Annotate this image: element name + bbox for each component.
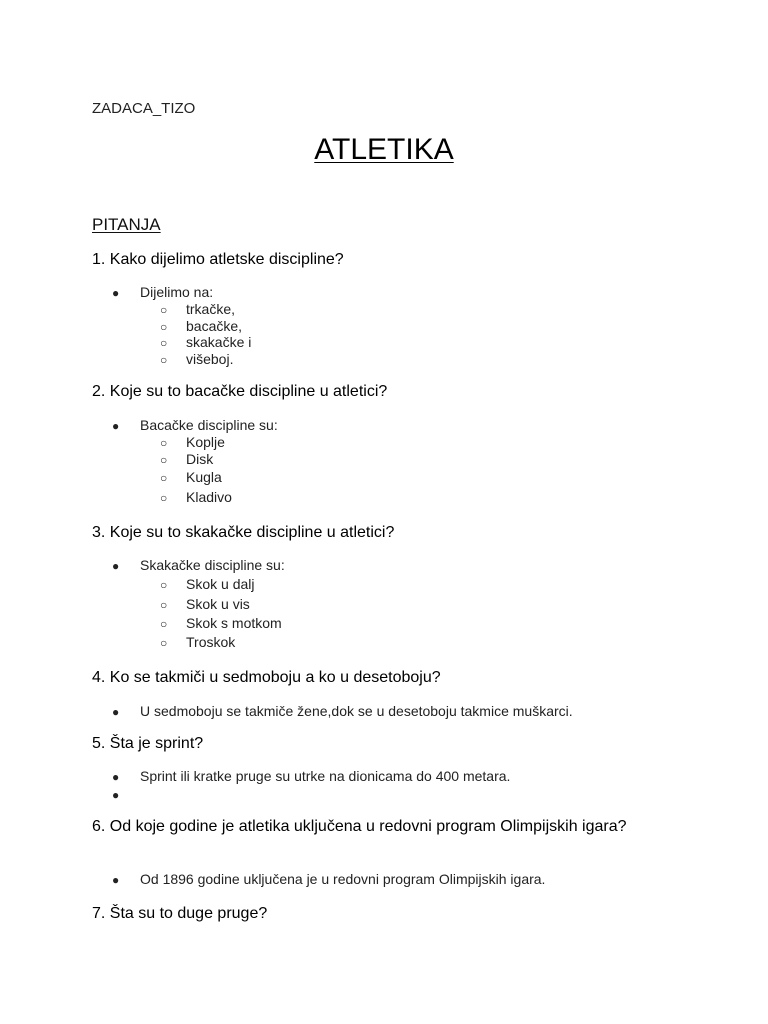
sub-list-item	[160, 334, 251, 350]
bullet-icon: ●	[112, 770, 120, 784]
list-item	[112, 284, 213, 300]
list-item	[112, 703, 573, 719]
sub-list-item	[160, 318, 242, 334]
circle-bullet-icon: ○	[160, 491, 168, 505]
circle-bullet-icon: ○	[160, 320, 168, 334]
sub-list-item-text: Disk	[186, 451, 214, 467]
circle-bullet-icon: ○	[160, 578, 168, 592]
question-7: 7. Šta su to duge pruge?	[92, 905, 268, 922]
list-item-text: U sedmoboju se takmiče žene,dok se u desetoboju takmice muškarci.	[140, 703, 573, 719]
list-item-text: Od 1896 godine uključena je u redovni program Olimpijskih igara.	[140, 871, 546, 887]
list-item	[112, 417, 278, 433]
sub-list-item	[160, 596, 250, 612]
sub-list-item	[160, 489, 232, 505]
bullet-icon: ●	[112, 788, 120, 802]
section-heading: PITANJA	[92, 215, 161, 234]
bullet-icon: ●	[112, 559, 120, 573]
bullet-icon: ●	[112, 705, 120, 719]
list-item	[112, 871, 545, 887]
sub-list-item	[160, 351, 233, 367]
sub-list-item	[160, 615, 282, 631]
sub-list-item	[160, 301, 235, 317]
list-item-text: Bacačke discipline su:	[140, 417, 278, 433]
bullet-icon: ●	[112, 286, 120, 300]
sub-list-item-text: Koplje	[186, 434, 225, 450]
sub-list-item-text: Skok u dalj	[186, 576, 255, 592]
sub-list-item-text: Kugla	[186, 469, 222, 485]
document-header: ZADACA_TIZO	[92, 100, 196, 117]
list-item	[112, 768, 510, 784]
sub-list-item-text: Troskok	[186, 634, 236, 650]
question-4: 4. Ko se takmiči u sedmoboju a ko u desetoboju?	[92, 669, 441, 686]
circle-bullet-icon: ○	[160, 336, 168, 350]
sub-list-item-text: Kladivo	[186, 489, 232, 505]
sub-list-item	[160, 434, 225, 450]
list-item	[112, 557, 285, 573]
sub-list-item	[160, 576, 254, 592]
sub-list-item-text: bacačke,	[186, 318, 243, 334]
question-1: 1. Kako dijelimo atletske discipline?	[92, 251, 344, 268]
sub-list-item	[160, 451, 213, 467]
bullet-icon: ●	[112, 419, 120, 433]
sub-list-item	[160, 469, 222, 485]
circle-bullet-icon: ○	[160, 303, 168, 317]
question-2: 2. Koje su to bacačke discipline u atletici?	[92, 383, 388, 400]
circle-bullet-icon: ○	[160, 436, 168, 450]
sub-list-item-text: trkačke,	[186, 301, 236, 317]
sub-list-item-text: Skok u vis	[186, 596, 250, 612]
sub-list-item	[160, 634, 235, 650]
list-item-text: Dijelimo na:	[140, 284, 214, 300]
sub-list-item-text: Skok s motkom	[186, 615, 282, 631]
list-item	[112, 786, 140, 802]
circle-bullet-icon: ○	[160, 598, 168, 612]
sub-list-item-text: skakačke i	[186, 334, 252, 350]
circle-bullet-icon: ○	[160, 471, 168, 485]
bullet-icon: ●	[112, 873, 120, 887]
circle-bullet-icon: ○	[160, 617, 168, 631]
question-3: 3. Koje su to skakačke discipline u atletici?	[92, 524, 395, 541]
sub-list-item-text: višeboj.	[186, 351, 234, 367]
circle-bullet-icon: ○	[160, 453, 168, 467]
list-item-text: Skakačke discipline su:	[140, 557, 285, 573]
list-item-text: Sprint ili kratke pruge su utrke na dionicama do 400 metara.	[140, 768, 511, 784]
question-6: 6. Od koje godine je atletika uključena u redovni program Olimpijskih igara?	[92, 818, 627, 835]
circle-bullet-icon: ○	[160, 636, 168, 650]
circle-bullet-icon: ○	[160, 353, 168, 367]
question-5: 5. Šta je sprint?	[92, 735, 204, 752]
document-title: ATLETIKA	[314, 133, 454, 166]
